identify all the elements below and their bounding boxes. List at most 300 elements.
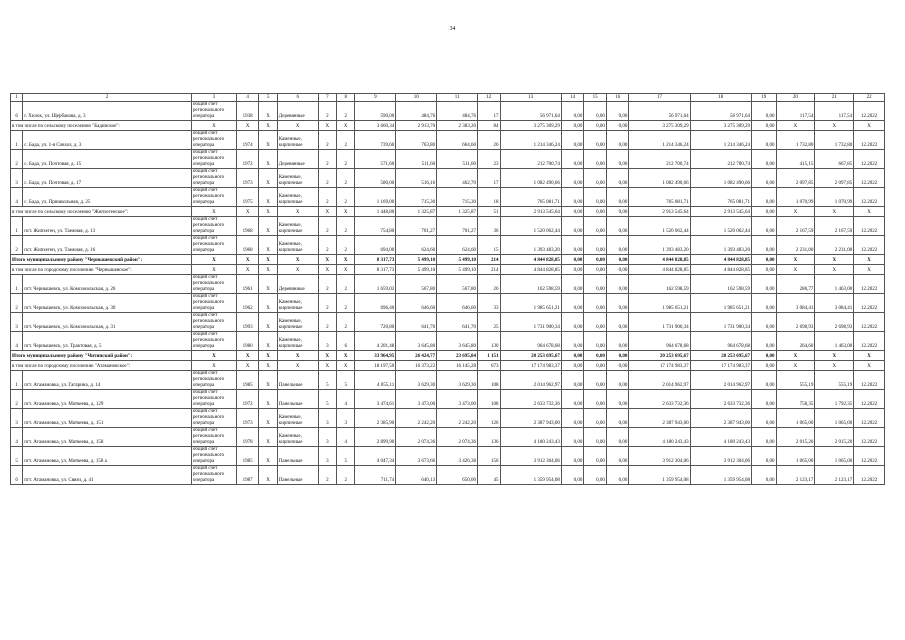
column-number-row bbox=[11, 94, 885, 102]
table-cell: 0,00 bbox=[606, 255, 628, 265]
table-cell: 26 bbox=[478, 275, 500, 294]
column-number: 18 bbox=[690, 94, 751, 102]
table-cell: Х bbox=[259, 361, 277, 371]
table-cell: 2 bbox=[337, 466, 355, 485]
table-cell: 0,00 bbox=[561, 217, 583, 236]
table-cell: 2 913,70 bbox=[396, 121, 437, 131]
table-cell: 8 317,73 bbox=[355, 265, 396, 275]
table-cell: 4 844 828,85 bbox=[500, 265, 561, 275]
table-cell: 2 bbox=[318, 466, 336, 485]
table-cell: 136 bbox=[478, 428, 500, 447]
table-cell: 1 520 062,44 bbox=[629, 217, 690, 236]
table-cell: 3 bbox=[337, 409, 355, 428]
table-cell: 4 201,48 bbox=[355, 332, 396, 351]
table-cell: 1985 bbox=[236, 371, 258, 390]
table-cell: 0,00 bbox=[751, 332, 776, 351]
table-cell: 2 231,00 bbox=[776, 236, 815, 255]
table-cell: Каменные, кирпичные bbox=[277, 217, 318, 236]
table-cell: 484,76 bbox=[396, 102, 437, 121]
table-cell: 51 bbox=[478, 207, 500, 217]
table-cell: 484,76 bbox=[437, 102, 478, 121]
table-cell: Х bbox=[236, 207, 258, 217]
table-cell: 0,00 bbox=[561, 428, 583, 447]
table-cell: 511,60 bbox=[437, 150, 478, 169]
table-cell: 765 081,71 bbox=[500, 188, 561, 207]
table-cell: 2 bbox=[318, 102, 336, 121]
table-cell: 0,00 bbox=[561, 207, 583, 217]
table-cell: 2 bbox=[337, 236, 355, 255]
table-cell: 641,70 bbox=[437, 313, 478, 332]
table-cell: 1 070,99 bbox=[776, 188, 815, 207]
table-cell: 12.2022 bbox=[854, 217, 885, 236]
table-cell: Деревянные bbox=[277, 102, 318, 121]
table-cell: 0,00 bbox=[561, 390, 583, 409]
table-cell: общий счет регионального оператора bbox=[191, 466, 236, 485]
row-label: в том числе по городскому поселению "Атамановское": bbox=[11, 361, 192, 371]
table-cell: 2 387 943,00 bbox=[629, 409, 690, 428]
table-cell: 4 bbox=[337, 428, 355, 447]
table-cell: Х bbox=[854, 121, 885, 131]
table-cell: 711,74 bbox=[355, 466, 396, 485]
table-cell: 12.2022 bbox=[854, 169, 885, 188]
table-cell: 108 bbox=[478, 371, 500, 390]
table-cell: 0,00 bbox=[584, 351, 606, 361]
table-cell: Каменные, кирпичные bbox=[277, 409, 318, 428]
table-cell: 580,00 bbox=[355, 169, 396, 188]
table-cell: 0,00 bbox=[561, 169, 583, 188]
table-cell: Х bbox=[259, 428, 277, 447]
table-cell: 0,00 bbox=[584, 102, 606, 121]
table-cell: 1 463,00 bbox=[815, 332, 854, 351]
table-cell: 12.2022 bbox=[854, 428, 885, 447]
table-cell: 0,00 bbox=[751, 255, 776, 265]
table-cell: 2 698,93 bbox=[776, 313, 815, 332]
table-cell: Х bbox=[259, 131, 277, 150]
table-cell: 0,00 bbox=[561, 351, 583, 361]
table-cell: 1 bbox=[11, 217, 23, 236]
table-cell: 84 bbox=[478, 121, 500, 131]
table-cell: 0,00 bbox=[606, 102, 628, 121]
table-cell: 696,40 bbox=[355, 294, 396, 313]
table-cell: 1 732,80 bbox=[815, 131, 854, 150]
table-cell: 5 499,10 bbox=[437, 255, 478, 265]
table-cell: 56 971,64 bbox=[629, 102, 690, 121]
table-cell: 1 731 900,34 bbox=[629, 313, 690, 332]
table-cell: 0,00 bbox=[751, 102, 776, 121]
table-cell: Х bbox=[318, 255, 336, 265]
table-cell: 2 bbox=[11, 236, 23, 255]
table-cell: 2 bbox=[11, 150, 23, 169]
capital-repair-register-table bbox=[10, 93, 885, 485]
column-number: 17 bbox=[629, 94, 690, 102]
table-cell: 12.2022 bbox=[854, 131, 885, 150]
table-row bbox=[11, 217, 885, 236]
table-cell: 650,00 bbox=[437, 466, 478, 485]
table-cell: 3 bbox=[11, 409, 23, 428]
table-cell: Х bbox=[815, 351, 854, 361]
table-cell: 0,00 bbox=[751, 265, 776, 275]
table-cell: Х bbox=[259, 255, 277, 265]
table-cell: 3 645,80 bbox=[437, 332, 478, 351]
table-cell: 1 325,87 bbox=[396, 207, 437, 217]
table-cell: 1 359 954,08 bbox=[690, 466, 751, 485]
table-cell: 2 913 545,64 bbox=[500, 207, 561, 217]
table-cell: 0,00 bbox=[584, 265, 606, 275]
table-cell: 1993 bbox=[236, 313, 258, 332]
table-cell: 1 bbox=[11, 131, 23, 150]
table-cell: 3 275 309,29 bbox=[629, 121, 690, 131]
table-cell: 214 bbox=[478, 255, 500, 265]
table-cell: общий счет регионального оператора bbox=[191, 236, 236, 255]
column-number: 20 bbox=[776, 94, 815, 102]
table-cell: 739,60 bbox=[355, 131, 396, 150]
table-cell: 0,00 bbox=[751, 351, 776, 361]
table-cell: 0,00 bbox=[751, 371, 776, 390]
table-cell: 12.2022 bbox=[854, 313, 885, 332]
table-row bbox=[11, 275, 885, 294]
table-cell: пгт. Атамановка, ул. Матвеева, д. 158 bbox=[23, 428, 192, 447]
table-cell: 17 bbox=[478, 169, 500, 188]
table-cell: 214 bbox=[478, 265, 500, 275]
table-cell: общий счет регионального оператора bbox=[191, 428, 236, 447]
table-cell: 765 081,71 bbox=[690, 188, 751, 207]
table-cell: 2 074,36 bbox=[437, 428, 478, 447]
table-cell: 25 bbox=[478, 313, 500, 332]
table-cell: 5 bbox=[11, 447, 23, 466]
table-cell: 2 913 545,64 bbox=[629, 207, 690, 217]
table-row bbox=[11, 131, 885, 150]
table-cell: 0,00 bbox=[561, 371, 583, 390]
table-cell: 646,60 bbox=[437, 294, 478, 313]
table-cell: 2 242,20 bbox=[396, 409, 437, 428]
table-cell: 1 393 483,20 bbox=[629, 236, 690, 255]
table-cell: 964 678,68 bbox=[629, 332, 690, 351]
settlement-subtotal-row bbox=[11, 207, 885, 217]
table-cell: 0,00 bbox=[751, 313, 776, 332]
table-cell: 0,00 bbox=[606, 188, 628, 207]
table-cell: 2 bbox=[318, 131, 336, 150]
table-cell: 0,00 bbox=[606, 121, 628, 131]
table-cell: 2 bbox=[318, 150, 336, 169]
table-cell: 2 097,85 bbox=[815, 169, 854, 188]
table-cell: 1973 bbox=[236, 169, 258, 188]
table-cell: Х bbox=[236, 361, 258, 371]
table-cell: Х bbox=[259, 207, 277, 217]
column-number: 12 bbox=[478, 94, 500, 102]
table-cell: общий счет регионального оператора bbox=[191, 188, 236, 207]
table-cell: 5 499,10 bbox=[396, 255, 437, 265]
column-number: 3 bbox=[191, 94, 236, 102]
table-cell: общий счет регионального оператора bbox=[191, 390, 236, 409]
column-number: 19 bbox=[751, 94, 776, 102]
table-cell: общий счет регионального оператора bbox=[191, 371, 236, 390]
table-cell: 0,00 bbox=[561, 275, 583, 294]
table-cell: Каменные, кирпичные bbox=[277, 294, 318, 313]
table-cell: 765 081,71 bbox=[629, 188, 690, 207]
table-cell: 1962 bbox=[236, 294, 258, 313]
table-cell: Х bbox=[776, 351, 815, 361]
table-cell: пгт. Атамановка, ул. Матвеева, д. 158 а bbox=[23, 447, 192, 466]
table-cell: 555,19 bbox=[815, 371, 854, 390]
settlement-subtotal-row bbox=[11, 265, 885, 275]
table-cell: 23 bbox=[478, 150, 500, 169]
table-cell: 1 065,00 bbox=[776, 409, 815, 428]
table-cell: пгт. Атамановка, ул. Матвеева, д. 129 bbox=[23, 390, 192, 409]
table-cell: Х bbox=[815, 207, 854, 217]
table-cell: 3 660,34 bbox=[355, 121, 396, 131]
table-cell: 1 985 651,21 bbox=[500, 294, 561, 313]
table-cell: 1 214 346,24 bbox=[500, 131, 561, 150]
table-cell: 1 520 062,44 bbox=[690, 217, 751, 236]
table-cell: 12.2022 bbox=[854, 275, 885, 294]
row-label: Итого муниципальному району "Чернышевский район": bbox=[11, 255, 192, 265]
table-cell: 571,60 bbox=[355, 150, 396, 169]
table-cell: 0,00 bbox=[584, 466, 606, 485]
table-cell: Х bbox=[337, 121, 355, 131]
table-cell: Х bbox=[854, 351, 885, 361]
table-cell: Х bbox=[191, 255, 236, 265]
table-cell: 1973 bbox=[236, 409, 258, 428]
table-cell: 0,00 bbox=[584, 332, 606, 351]
table-cell: Х bbox=[854, 265, 885, 275]
table-cell: 3 673,66 bbox=[396, 447, 437, 466]
table-cell: 56 971,64 bbox=[500, 102, 561, 121]
table-cell: 3 bbox=[318, 409, 336, 428]
table-cell: 720,80 bbox=[355, 313, 396, 332]
table-cell: Каменные, кирпичные bbox=[277, 428, 318, 447]
table-cell: 1 bbox=[11, 275, 23, 294]
table-cell: Х bbox=[259, 447, 277, 466]
table-cell: 3 912 304,06 bbox=[690, 447, 751, 466]
table-cell: 0,00 bbox=[606, 236, 628, 255]
table-cell: общий счет регионального оператора bbox=[191, 217, 236, 236]
table-cell: Х bbox=[259, 217, 277, 236]
table-cell: 1 214 346,24 bbox=[690, 131, 751, 150]
table-cell: Панельные bbox=[277, 371, 318, 390]
table-cell: 673 bbox=[478, 361, 500, 371]
table-cell: 17 174 983,37 bbox=[500, 361, 561, 371]
table-cell: 758,35 bbox=[776, 390, 815, 409]
table-cell: 0,00 bbox=[561, 313, 583, 332]
table-cell: общий счет регионального оператора bbox=[191, 150, 236, 169]
table-cell: 2 167,59 bbox=[776, 217, 815, 236]
table-cell: 4 bbox=[337, 390, 355, 409]
table-row bbox=[11, 428, 885, 447]
table-cell: 1 731 900,34 bbox=[690, 313, 751, 332]
table-cell: 641,70 bbox=[396, 313, 437, 332]
table-cell: 0,00 bbox=[751, 169, 776, 188]
table-cell: 0,00 bbox=[606, 169, 628, 188]
table-cell: 0,00 bbox=[751, 428, 776, 447]
table-cell: 3 912 304,06 bbox=[500, 447, 561, 466]
table-cell: 2 bbox=[337, 294, 355, 313]
table-cell: 1968 bbox=[236, 217, 258, 236]
column-number: 13 bbox=[500, 94, 561, 102]
table-cell: 3 275 309,29 bbox=[690, 121, 751, 131]
table-cell: 567,80 bbox=[437, 275, 478, 294]
table-cell: Х bbox=[776, 265, 815, 275]
table-cell: 4 bbox=[11, 332, 23, 351]
table-cell: Х bbox=[236, 121, 258, 131]
table-cell: Х bbox=[259, 275, 277, 294]
table-cell: 0,00 bbox=[606, 361, 628, 371]
table-cell: Х bbox=[259, 390, 277, 409]
table-cell: 17 174 983,37 bbox=[690, 361, 751, 371]
table-cell: 0,00 bbox=[584, 207, 606, 217]
table-cell: 964 678,68 bbox=[500, 332, 561, 351]
column-number: 9 bbox=[355, 94, 396, 102]
table-cell: 23 695,84 bbox=[437, 351, 478, 361]
table-cell: 4 047,34 bbox=[355, 447, 396, 466]
table-cell: Х bbox=[776, 255, 815, 265]
table-cell: 0,00 bbox=[561, 131, 583, 150]
table-cell: Х bbox=[191, 351, 236, 361]
table-cell: 516,16 bbox=[396, 169, 437, 188]
table-cell: Х bbox=[259, 169, 277, 188]
table-cell: Каменные, кирпичные bbox=[277, 188, 318, 207]
table-cell: 1975 bbox=[236, 188, 258, 207]
column-number: 2 bbox=[23, 94, 192, 102]
table-cell: 1974 bbox=[236, 131, 258, 150]
table-cell: 3 bbox=[11, 169, 23, 188]
table-cell: Х bbox=[277, 265, 318, 275]
table-cell: общий счет регионального оператора bbox=[191, 332, 236, 351]
table-cell: 624,60 bbox=[396, 236, 437, 255]
table-cell: Х bbox=[854, 255, 885, 265]
table-cell: пгт. Атамановка, ул. Связи, д. 41 bbox=[23, 466, 192, 485]
table-cell: 4 bbox=[11, 188, 23, 207]
table-cell: 0,00 bbox=[561, 409, 583, 428]
table-cell: 0,00 bbox=[561, 236, 583, 255]
table-cell: 0,00 bbox=[584, 169, 606, 188]
table-cell: Х bbox=[259, 332, 277, 351]
table-cell: 1 065,00 bbox=[776, 447, 815, 466]
table-cell: 0,00 bbox=[561, 150, 583, 169]
table-cell: Панельные bbox=[277, 466, 318, 485]
table-cell: 1 393 483,20 bbox=[690, 236, 751, 255]
table-cell: Х bbox=[259, 371, 277, 390]
table-cell: пгт. Чернышевск, ул. Комсомольская, д. 30 bbox=[23, 294, 192, 313]
table-cell: 130 bbox=[478, 332, 500, 351]
table-cell: 1 985 651,21 bbox=[629, 294, 690, 313]
table-cell: 5 bbox=[337, 447, 355, 466]
table-cell: Каменные, кирпичные bbox=[277, 313, 318, 332]
table-cell: 0,00 bbox=[751, 217, 776, 236]
table-cell: Х bbox=[259, 236, 277, 255]
table-cell: общий счет регионального оператора bbox=[191, 102, 236, 121]
table-cell: с. Бада, ул. 1-я Совхоз, д. 3 bbox=[23, 131, 192, 150]
table-cell: 286,77 bbox=[776, 275, 815, 294]
table-cell: 4 bbox=[11, 428, 23, 447]
table-cell: 162 598,59 bbox=[629, 275, 690, 294]
table-cell: 0,00 bbox=[751, 207, 776, 217]
table-cell: 12.2022 bbox=[854, 294, 885, 313]
table-cell: 715,30 bbox=[396, 188, 437, 207]
table-cell: Х bbox=[277, 351, 318, 361]
table-cell: 2 bbox=[318, 313, 336, 332]
table-cell: 1 070,99 bbox=[815, 188, 854, 207]
table-cell: 3 629,30 bbox=[396, 371, 437, 390]
table-cell: 0,00 bbox=[584, 409, 606, 428]
table-row bbox=[11, 236, 885, 255]
table-cell: 20 253 695,67 bbox=[629, 351, 690, 361]
table-cell: Х bbox=[277, 361, 318, 371]
table-cell: 4 844 828,85 bbox=[629, 255, 690, 265]
table-cell: 3 473,00 bbox=[437, 390, 478, 409]
table-cell: 0,00 bbox=[584, 294, 606, 313]
table-row bbox=[11, 466, 885, 485]
table-cell: 0,00 bbox=[584, 236, 606, 255]
table-cell: 1 065,00 bbox=[815, 447, 854, 466]
table-cell: 2 bbox=[337, 131, 355, 150]
table-cell: 0,00 bbox=[606, 217, 628, 236]
table-cell: 4 180 243,43 bbox=[629, 428, 690, 447]
district-total-row bbox=[11, 255, 885, 265]
table-cell: 1968 bbox=[236, 236, 258, 255]
table-row bbox=[11, 294, 885, 313]
table-cell: 1 448,80 bbox=[355, 207, 396, 217]
table-cell: Х bbox=[259, 188, 277, 207]
table-row bbox=[11, 409, 885, 428]
table-cell: 26 bbox=[478, 131, 500, 150]
table-cell: 1 082 490,66 bbox=[690, 169, 751, 188]
table-cell: 0,00 bbox=[606, 131, 628, 150]
table-cell: 2 899,90 bbox=[355, 428, 396, 447]
table-row bbox=[11, 102, 885, 121]
table-cell: общий счет регионального оператора bbox=[191, 169, 236, 188]
table-row bbox=[11, 390, 885, 409]
table-cell: 0,00 bbox=[584, 447, 606, 466]
table-cell: 2 015,20 bbox=[815, 428, 854, 447]
table-cell: 0,00 bbox=[561, 466, 583, 485]
table-cell: 0,00 bbox=[584, 390, 606, 409]
table-cell: 0,00 bbox=[606, 313, 628, 332]
table-cell: общий счет регионального оператора bbox=[191, 294, 236, 313]
table-cell: 126 bbox=[478, 409, 500, 428]
table-cell: Х bbox=[191, 361, 236, 371]
table-cell: Деревянные bbox=[277, 275, 318, 294]
table-cell: Панельные bbox=[277, 447, 318, 466]
table-cell: 2 698,93 bbox=[815, 313, 854, 332]
column-number: 10 bbox=[396, 94, 437, 102]
table-cell: 3 bbox=[318, 428, 336, 447]
table-cell: 640,13 bbox=[396, 466, 437, 485]
table-cell: 162 598,59 bbox=[500, 275, 561, 294]
column-number: 11 bbox=[437, 94, 478, 102]
table-cell: общий счет регионального оператора bbox=[191, 447, 236, 466]
table-cell: 2 231,00 bbox=[815, 236, 854, 255]
table-cell: 0,00 bbox=[606, 207, 628, 217]
table-cell: 2 385,90 bbox=[355, 409, 396, 428]
table-cell: Х bbox=[776, 207, 815, 217]
column-number: 1 bbox=[11, 94, 23, 102]
table-cell: общий счет регионального оператора bbox=[191, 313, 236, 332]
table-cell: Х bbox=[236, 265, 258, 275]
table-cell: Каменные, кирпичные bbox=[277, 169, 318, 188]
table-cell: 212 700,74 bbox=[690, 150, 751, 169]
table-cell: 715,30 bbox=[437, 188, 478, 207]
table-cell: 3 474,61 bbox=[355, 390, 396, 409]
table-cell: 0,00 bbox=[584, 255, 606, 265]
table-cell: 156 bbox=[478, 447, 500, 466]
table-cell: Х bbox=[815, 265, 854, 275]
table-cell: Х bbox=[259, 102, 277, 121]
table-row bbox=[11, 169, 885, 188]
table-cell: 0,00 bbox=[561, 255, 583, 265]
table-cell: 0,00 bbox=[561, 361, 583, 371]
table-cell: Х bbox=[236, 351, 258, 361]
table-row bbox=[11, 313, 885, 332]
